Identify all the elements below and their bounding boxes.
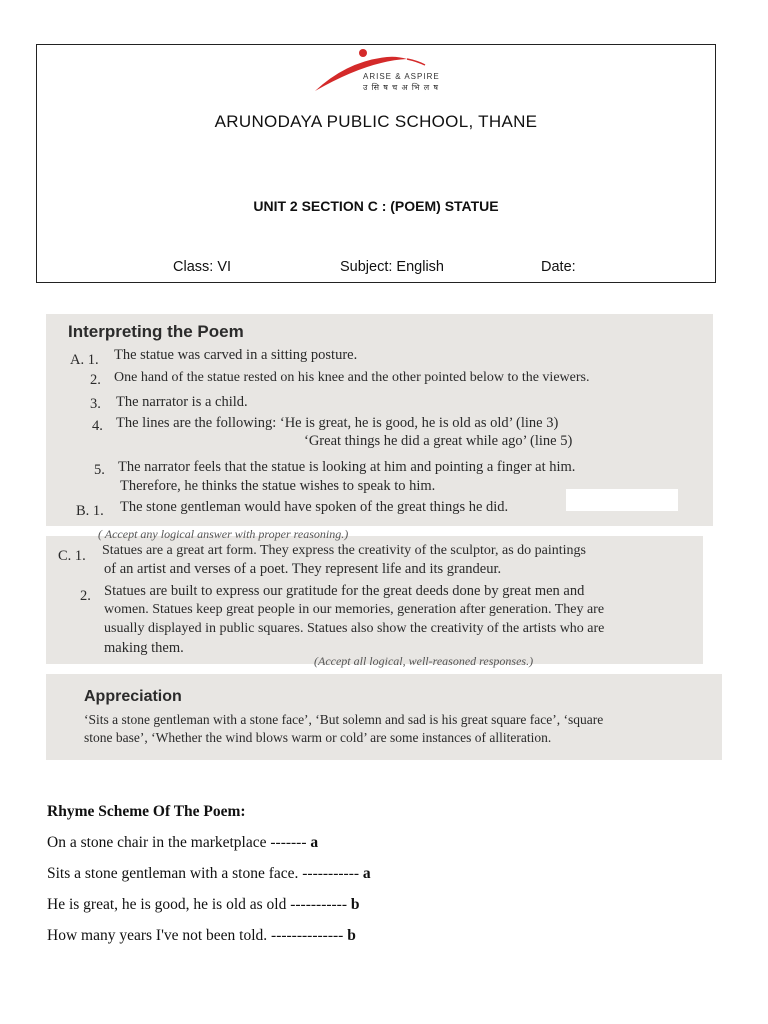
answer-a4: The lines are the following: ‘He is great, he is good, he is old as old’ (line 3) xyxy=(116,415,559,431)
rhyme-letter: a xyxy=(362,865,371,882)
answer-a1: The statue was carved in a sitting posture. xyxy=(114,347,358,363)
answer-c1-line1: Statues are a great art form. They express the creativity of the sculptor, as do paintings xyxy=(102,543,586,558)
redaction-box xyxy=(566,489,678,511)
answer-a4-cont: ‘Great things he did a great while ago’ (line 5) xyxy=(304,433,573,449)
appreciation-line2: stone base’, ‘Whether the wind blows warm or cold’ are some instances of alliteration. xyxy=(84,730,552,745)
rhyme-line-text: He is great, he is good, he is old as old ----------- xyxy=(47,896,348,913)
cut-bottom-text: (Accept all logical, well-reasoned responses.) xyxy=(314,654,534,668)
rhyme-line-4 xyxy=(47,927,356,945)
class-label: Class: VI xyxy=(173,259,232,275)
c-marker: C. 1. xyxy=(58,548,86,564)
a3-number: 3. xyxy=(90,396,101,412)
subject-label: Subject: English xyxy=(340,259,444,275)
rhyme-letter: b xyxy=(350,896,360,913)
answer-c2-line2: women. Statues keep great people in our memories, generation after generation. They are xyxy=(104,602,605,617)
rhyme-letter: b xyxy=(347,927,356,944)
date-label: Date: xyxy=(541,259,576,275)
appreciation-title: Appreciation xyxy=(84,688,182,705)
answer-a5-cont: Therefore, he thinks the statue wishes to speak to him. xyxy=(120,478,436,494)
answer-a3: The narrator is a child. xyxy=(116,394,248,410)
document-header xyxy=(36,44,716,283)
answer-c1-line2: of an artist and verses of a poet. They represent life and its grandeur. xyxy=(104,561,502,577)
a4-number: 4. xyxy=(92,418,103,434)
interpreting-photo xyxy=(46,314,713,526)
rhyme-line-3 xyxy=(47,896,360,914)
section-c-photo xyxy=(46,527,703,668)
interpreting-title: Interpreting the Poem xyxy=(68,322,244,341)
answer-c2-line4: making them. xyxy=(104,640,184,656)
answer-a5: The narrator feels that the statue is looking at him and pointing a finger at him. xyxy=(118,459,576,475)
rhyme-heading: Rhyme Scheme Of The Poem: xyxy=(47,803,246,820)
unit-title: UNIT 2 SECTION C : (POEM) STATUE xyxy=(253,198,499,214)
c2-number: 2. xyxy=(80,588,91,604)
rhyme-line-text: On a stone chair in the marketplace ------- xyxy=(47,834,307,851)
rhyme-line-text: Sits a stone gentleman with a stone face. ----------- xyxy=(47,865,360,882)
answer-a2: One hand of the statue rested on his knee and the other pointed below to the viewers. xyxy=(114,370,590,385)
cut-top-text: ( Accept any logical answer with proper reasoning.) xyxy=(98,527,349,541)
a2-number: 2. xyxy=(90,372,101,388)
a5-number: 5. xyxy=(94,462,105,478)
answer-b1: The stone gentleman would have spoken of the great things he did. xyxy=(120,499,509,515)
appreciation-line1: ‘Sits a stone gentleman with a stone face’, ‘But solemn and sad is his great square face’, ‘square xyxy=(84,712,604,727)
logo-tagline-en: ARISE & ASPIRE xyxy=(363,72,440,81)
answer-c2-line1: Statues are built to express our gratitude for the great deeds done by great men and xyxy=(104,583,585,599)
rhyme-letter: a xyxy=(310,834,319,851)
rhyme-line-1 xyxy=(47,834,318,852)
b-marker: B. 1. xyxy=(76,503,104,519)
logo-tagline-hi: उ सि ष च अ भि ल ष xyxy=(363,83,439,92)
answer-c2-line3: usually displayed in public squares. Statues also show the creativity of the artists who are xyxy=(104,621,605,636)
rhyme-line-text: How many years I've not been told. -------------- xyxy=(47,927,344,944)
a-marker: A. 1. xyxy=(70,352,99,368)
appreciation-photo xyxy=(46,674,722,760)
school-name: ARUNODAYA PUBLIC SCHOOL, THANE xyxy=(214,112,538,131)
rhyme-line-2 xyxy=(47,865,371,883)
